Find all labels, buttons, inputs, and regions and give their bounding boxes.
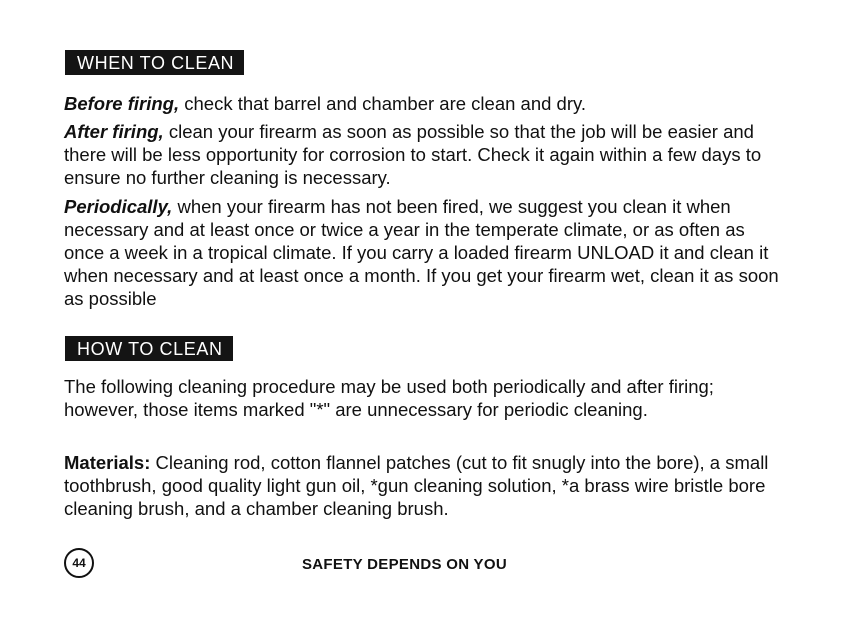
text-periodically: when your firearm has not been fired, we suggest you clean it when necessary and at least once or twice a year in the temperate climate, or as often as once a week in a tropical climate. If you carry a loaded firearm UNLOAD it and clean it when necessary and at least once a month. If you get your firearm wet, clean it as soon as possible — [64, 196, 779, 309]
section-heading-how-to-clean: HOW TO CLEAN — [65, 336, 233, 361]
paragraph-how-intro: The following cleaning procedure may be used both periodically and after firing; however, those items marked "*" are unnecessary for periodic cleaning. — [64, 376, 714, 420]
text-materials: Cleaning rod, cotton flannel patches (cut to fit snugly into the bore), a small toothbrush, good quality light gun oil, *gun cleaning solution, *a brass wire bristle bore cleaning brush, and a chamber cleaning brush. — [64, 452, 769, 519]
page-number-badge: 44 — [64, 548, 94, 578]
paragraph-after-firing — [64, 120, 786, 189]
lead-before-firing: Before firing, — [64, 93, 180, 114]
section-heading-when-to-clean: WHEN TO CLEAN — [65, 50, 244, 75]
lead-materials: Materials: — [64, 452, 151, 473]
paragraph-periodically — [64, 195, 786, 310]
lead-after-firing: After firing, — [64, 121, 164, 142]
footer-slogan: SAFETY DEPENDS ON YOU — [302, 556, 507, 573]
paragraph-before-firing — [64, 92, 786, 115]
lead-periodically: Periodically, — [64, 196, 173, 217]
paragraph-materials — [64, 451, 786, 520]
text-after-firing: clean your firearm as soon as possible so that the job will be easier and there will be less opportunity for corrosion to start. Check it again within a few days to ensure no further cleaning is necessary. — [64, 121, 762, 188]
text-before-firing: check that barrel and chamber are clean and dry. — [179, 93, 587, 114]
